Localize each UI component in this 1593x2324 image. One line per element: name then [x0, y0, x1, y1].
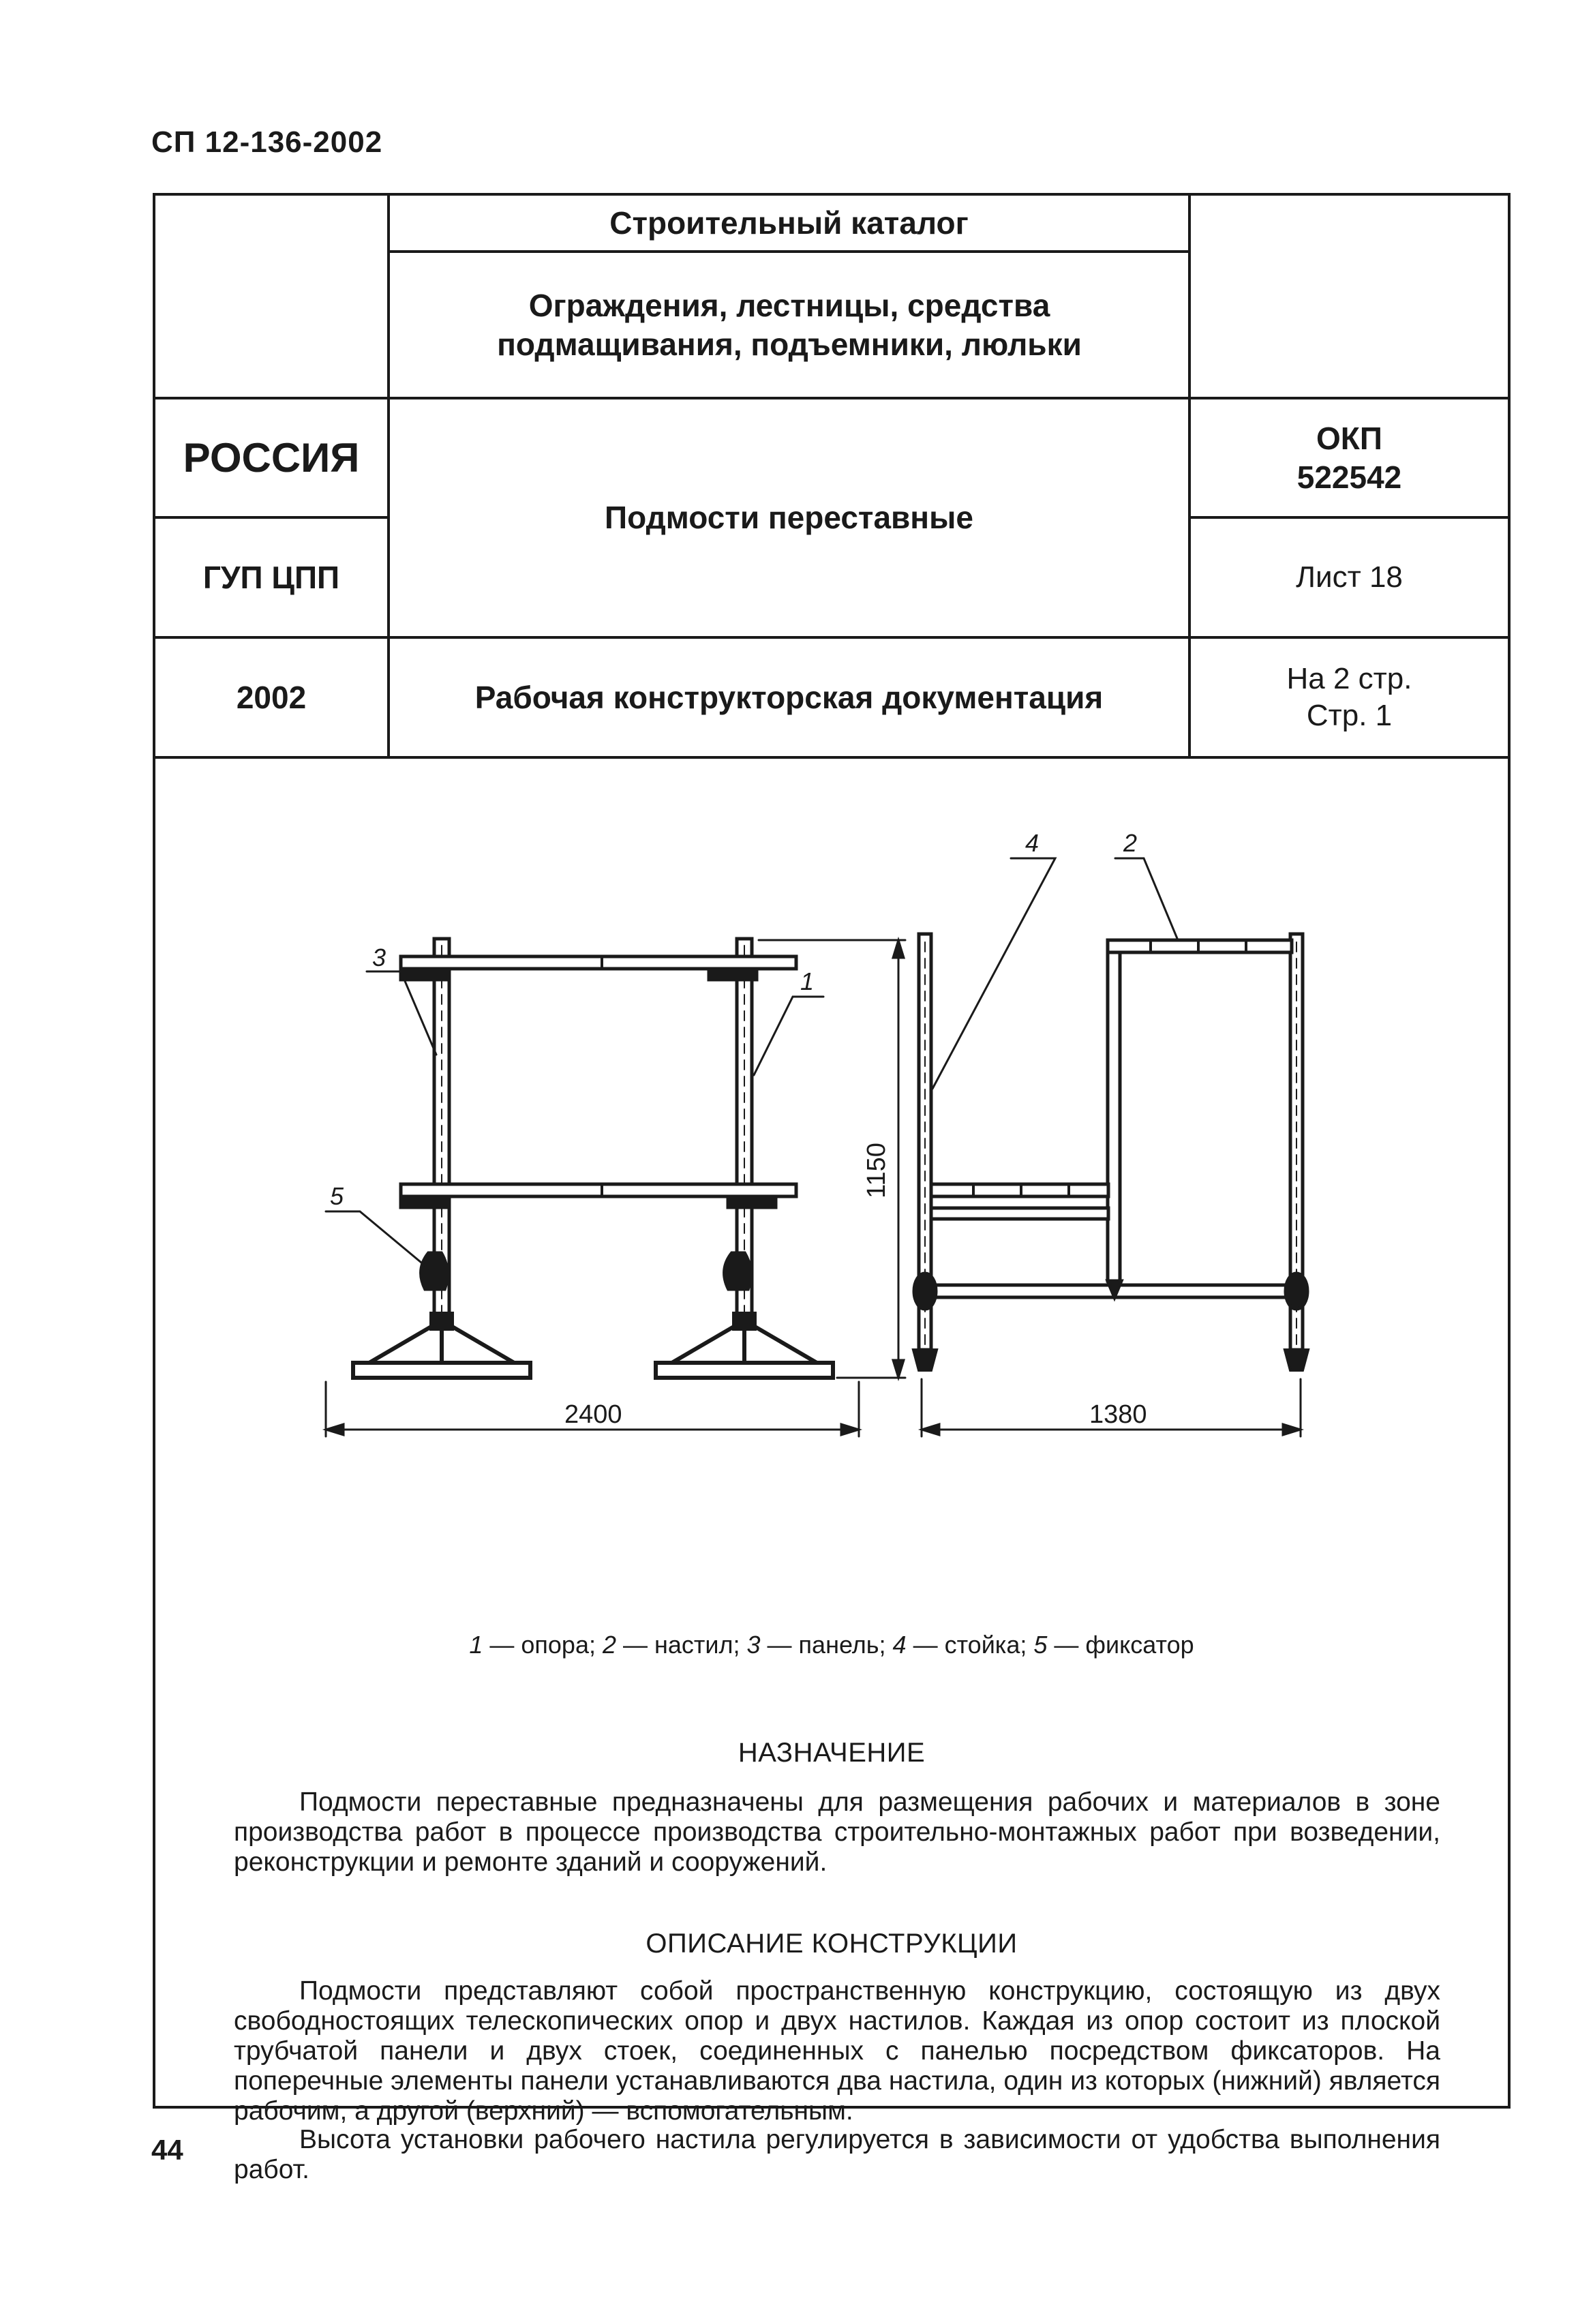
figure-caption [155, 1631, 1508, 1659]
caption-num-4: 4 [892, 1631, 907, 1659]
caption-text-3: — панель; [760, 1631, 893, 1659]
year-label: 2002 [236, 679, 307, 715]
caption-text-5: — фиксатор [1047, 1631, 1194, 1659]
pages-total: На 2 стр. [1286, 662, 1412, 696]
page-count-cell [1191, 639, 1508, 756]
country-label: РОССИЯ [183, 434, 360, 481]
design-paragraph-2: Высота установки рабочего настила регулируется в зависимости от удобства выполнения работ. [234, 2125, 1440, 2184]
doc-type: Рабочая конструкторская документация [474, 679, 1104, 715]
callout-3: 3 [372, 944, 386, 971]
sheet-number: Лист 18 [1296, 560, 1403, 594]
design-heading: ОПИСАНИЕ КОНСТРУКЦИИ [646, 1929, 1018, 1959]
caption-num-2: 2 [602, 1631, 616, 1659]
product-name: Подмости переставные [605, 500, 973, 536]
page-current: Стр. 1 [1306, 699, 1393, 732]
callout-1: 1 [800, 967, 815, 995]
dim-width-label: 2400 [564, 1400, 622, 1429]
dim-depth-label: 1380 [1089, 1400, 1147, 1429]
page-number: 44 [151, 2134, 183, 2166]
front-left-base [353, 1314, 530, 1378]
okp-code: 522542 [1296, 459, 1402, 495]
caption-num-3: 3 [746, 1631, 761, 1659]
catalog-section: Ограждения, лестницы, средства подмащивания, подъемники, люльки [497, 288, 1082, 362]
design-paragraph-1: Подмости представляют собой пространственную конструкцию, состоящую из двух свободностоящих телескопических опор и двух настилов. Каждая из опор состоит из плоской трубчатой панели и двух стоек, соединенных с панелью посредством фиксаторов. На поперечные элементы панели устанавливаются два настила, один из которых (нижний) является рабочим, а другой (верхний) — вспомогательным. [234, 1976, 1440, 2126]
okp-code-cell [1191, 399, 1508, 516]
front-latch-left [421, 1252, 448, 1290]
catalog-header-table [155, 196, 1508, 759]
side-lower-deck [931, 1184, 1108, 1219]
front-right-base [656, 1314, 833, 1378]
front-latch-right [724, 1252, 751, 1290]
callout-5: 5 [330, 1182, 344, 1210]
purpose-heading: НАЗНАЧЕНИЕ [738, 1738, 926, 1768]
caption-text-1: — опора; [483, 1631, 603, 1659]
front-lower-deck [401, 1184, 796, 1207]
catalog-title: Строительный каталог [609, 205, 969, 241]
organization-label: ГУП ЦПП [202, 559, 340, 595]
front-upper-deck [401, 956, 796, 980]
document-code: СП 12-136-2002 [151, 125, 383, 159]
dim-height-label: 1150 [862, 1143, 891, 1198]
okp-label: ОКП [1316, 421, 1382, 457]
scaffold-drawing [155, 761, 1508, 1457]
callout-4: 4 [1025, 829, 1040, 857]
caption-text-2: — настил; [616, 1631, 747, 1659]
caption-num-1: 1 [469, 1631, 483, 1659]
side-feet [913, 1350, 1308, 1370]
caption-num-5: 5 [1033, 1631, 1048, 1659]
side-inner-frame [1108, 940, 1292, 1281]
caption-text-4: — стойка; [906, 1631, 1034, 1659]
purpose-paragraph: Подмости переставные предназначены для размещения рабочих и материалов в зоне производства работ в процессе производства строительно-монтажных работ при возведении, реконструкции и ремонте зданий и сооружений. [234, 1787, 1440, 1877]
callout-2: 2 [1123, 829, 1138, 857]
